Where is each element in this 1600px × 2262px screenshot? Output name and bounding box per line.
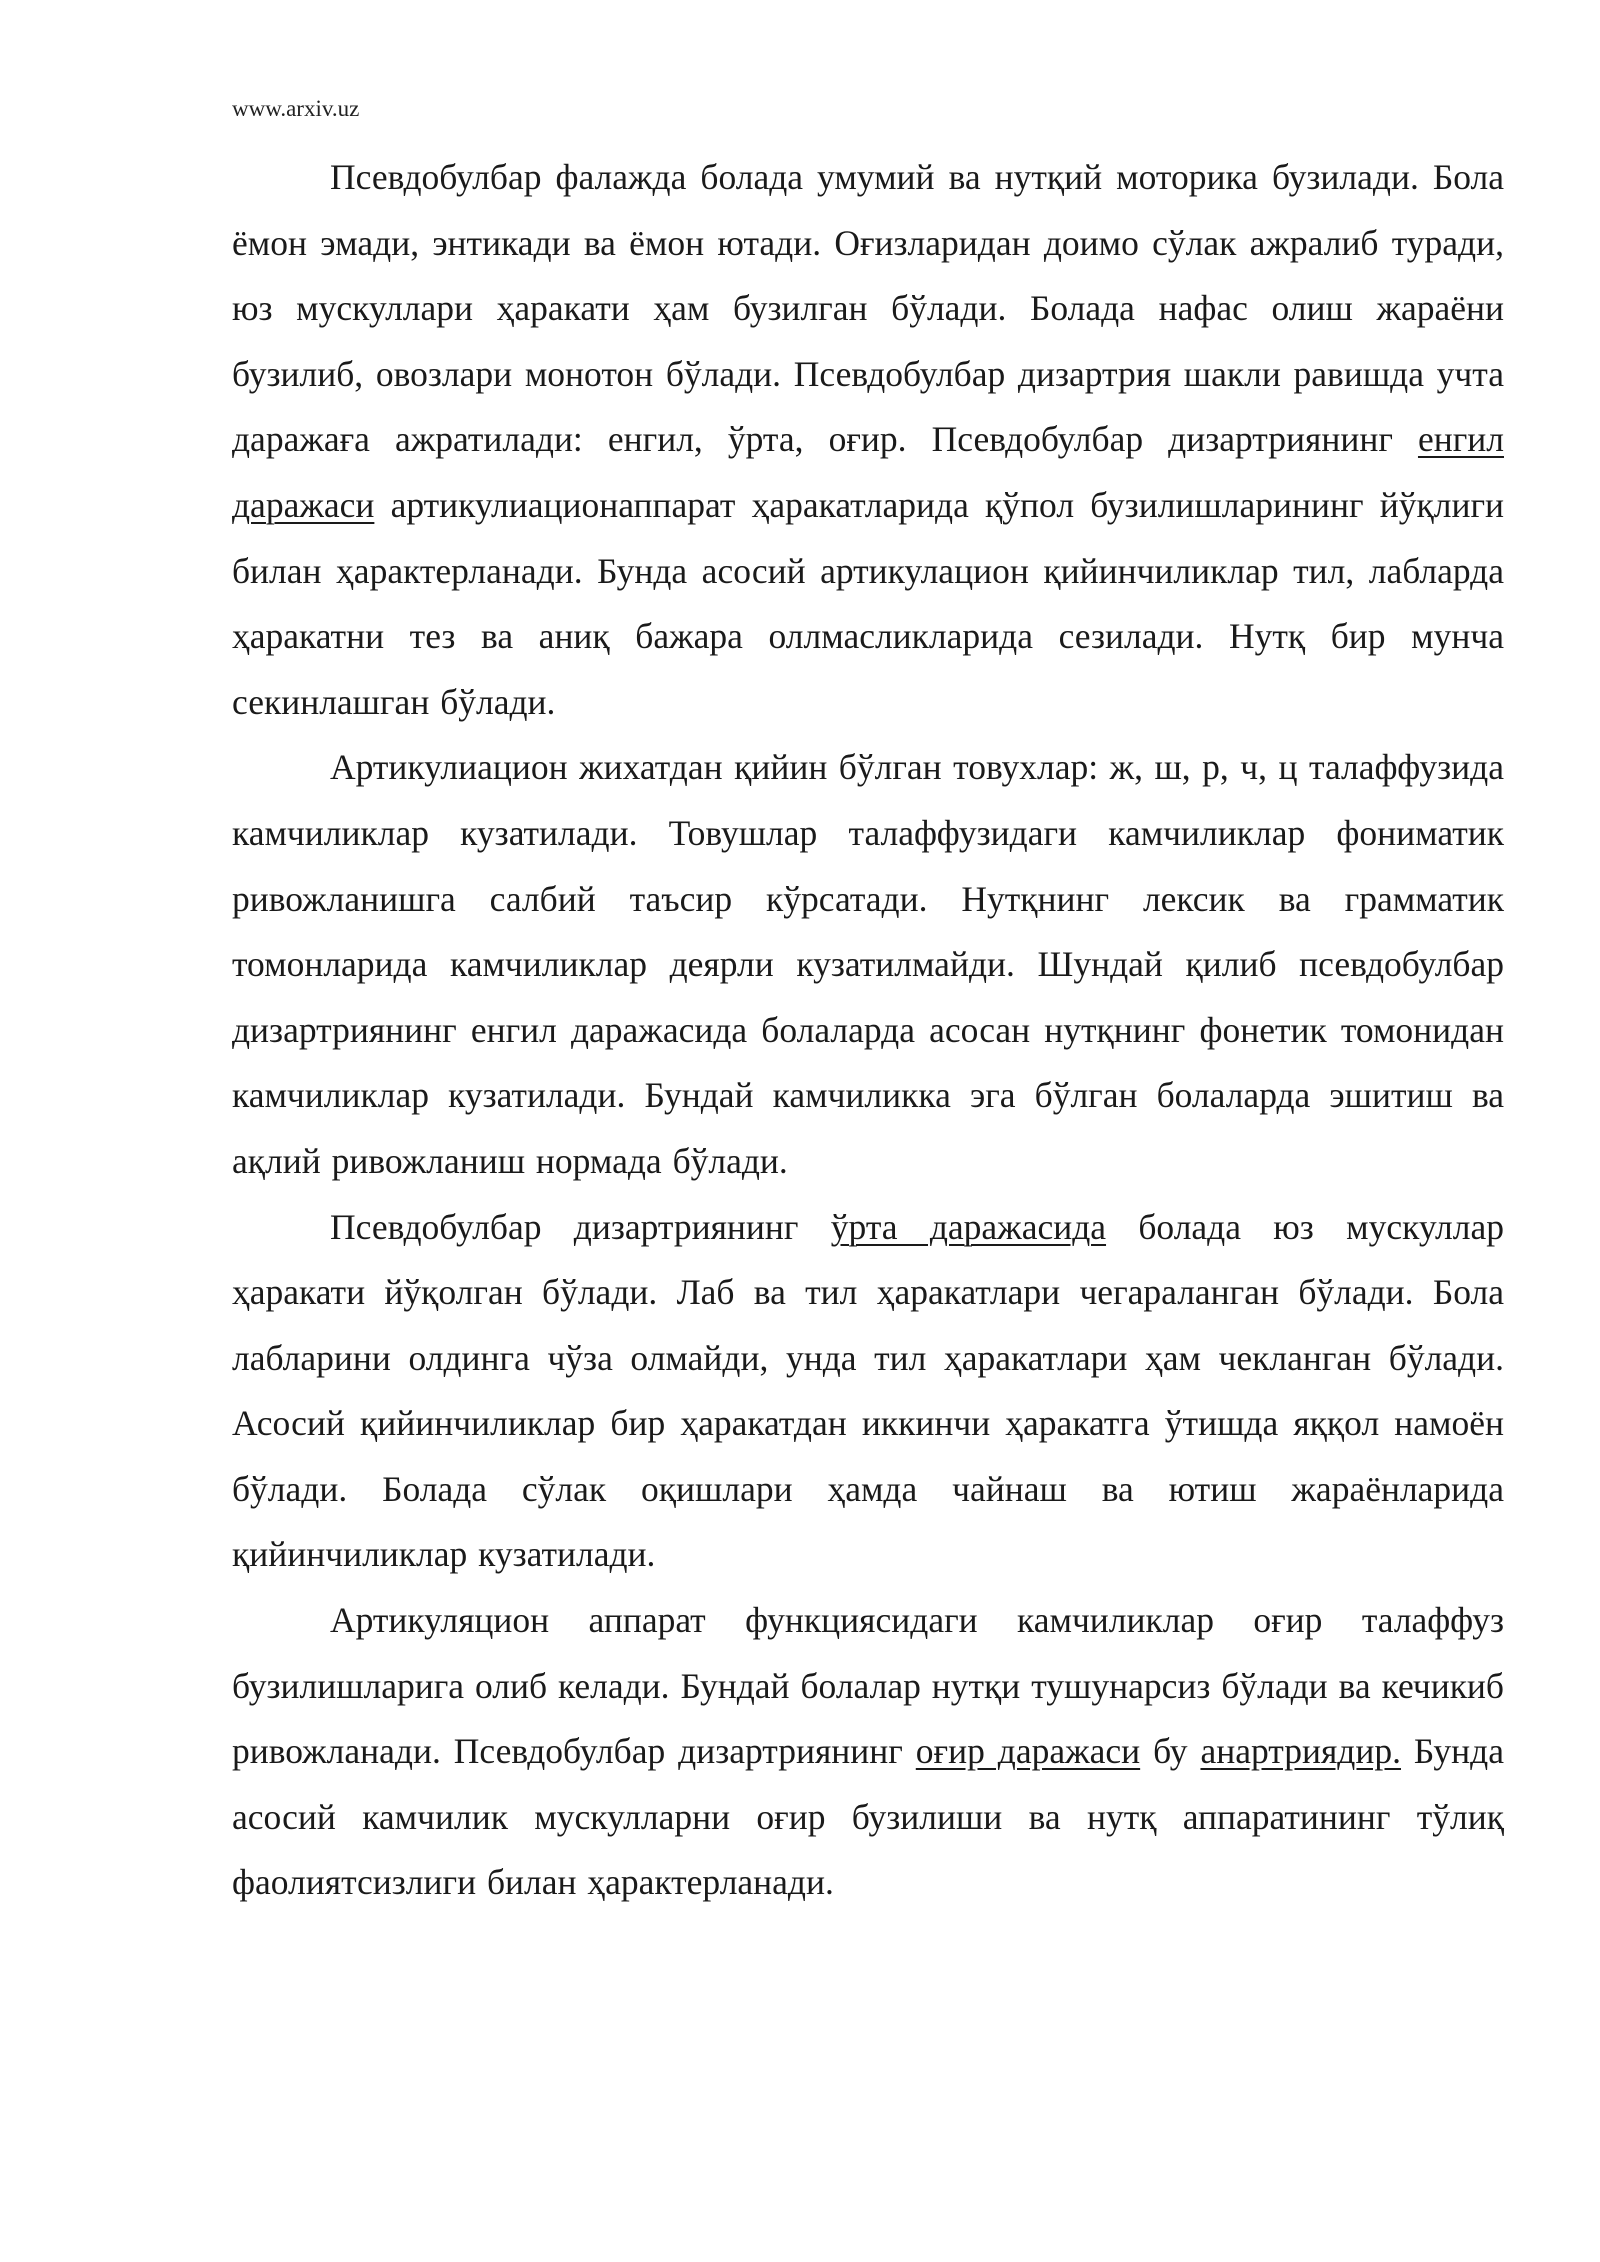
underlined-term-anarthria: анартриядир. bbox=[1200, 1731, 1401, 1772]
paragraph-4-text-b: бу bbox=[1140, 1731, 1201, 1772]
document-body bbox=[232, 145, 1504, 1916]
underlined-term-middle-degree: ўрта даражасида bbox=[830, 1206, 1107, 1247]
paragraph-1-text-b: артикулиационаппарат ҳаракатларида қўпол бузилишларининг йўқлиги билан ҳарактерланади. Бунда асосий артикулацион қийинчиликлар тил, лабларда ҳаракатни тез ва аниқ бажара оллмасликларида сезилади. Нутқ бир мунча секинлашган бўлади. bbox=[232, 484, 1504, 722]
paragraph-2-text: Артикулиацион жихатдан қийин бўлган товухлар: ж, ш, р, ч, ц талаффузида камчиликлар кузатилади. Товушлар талаффузидаги камчиликлар фониматик ривожланишга салбий таъсир кўрсатади. Нутқнинг лексик ва грамматик томонларида камчиликлар деярли кузатилмайди. Шундай қилиб псевдобулбар дизартриянинг енгил даражасида болаларда асосан нутқнинг фонетик томонидан камчиликлар кузатилади. Бундай камчиликка эга бўлган болаларда эшитиш ва ақлий ривожланиш нормада бўлади. bbox=[232, 747, 1504, 1181]
paragraph-3-text-b: болада юз мускуллар ҳаракати йўқолган бўлади. Лаб ва тил ҳаракатлари чегараланган бўлади. Бола лабларини олдинга чўза олмайди, унда тил ҳаракатлари ҳам чекланган бўлади. Асосий қийинчиликлар бир ҳаракатдан иккинчи ҳаракатга ўтишда яққол намоён бўлади. Болада сўлак оқишлари ҳамда чайнаш ва ютиш жараёнларида қийинчиликлар кузатилади. bbox=[232, 1206, 1504, 1575]
paragraph-2 bbox=[232, 735, 1504, 1194]
paragraph-3-text-a: Псевдобулбар дизартриянинг bbox=[330, 1206, 831, 1247]
underlined-term-mild-degree: енгил даражаси bbox=[232, 419, 1504, 525]
paragraph-1-text-a: Псевдобулбар фалажда болада умумий ва нутқий моторика бузилади. Бола ёмон эмади, энтикади ва ёмон ютади. Оғизларидан доимо сўлак ажралиб туради, юз мускуллари ҳаракати ҳам бузилган бўлади. Болада нафас олиш жараёни бузилиб, овозлари монотон бўлади. Псевдобулбар дизартрия шакли равишда учта даражаға ажратилади: енгил, ўрта, оғир. Псевдобулбар дизартриянинг bbox=[232, 157, 1504, 460]
underlined-term-severe-degree: оғир даражаси bbox=[915, 1731, 1141, 1772]
paragraph-1 bbox=[232, 145, 1504, 735]
paragraph-4-text-c: Бунда асосий камчилик мускулларни оғир бузилиши ва нутқ аппаратининг тўлиқ фаолиятсизлиги билан ҳарактерланади. bbox=[232, 1731, 1504, 1903]
page-header-site[interactable]: www.arxiv.uz bbox=[232, 96, 360, 121]
paragraph-4 bbox=[232, 1588, 1504, 1916]
paragraph-3 bbox=[232, 1195, 1504, 1589]
paragraph-4-text-a: Артикуляцион аппарат функциясидаги камчиликлар оғир талаффуз бузилишларига олиб келади. Бундай болалар нутқи тушунарсиз бўлади ва кечикиб ривожланади. Псевдобулбар дизартриянинг bbox=[232, 1600, 1504, 1772]
